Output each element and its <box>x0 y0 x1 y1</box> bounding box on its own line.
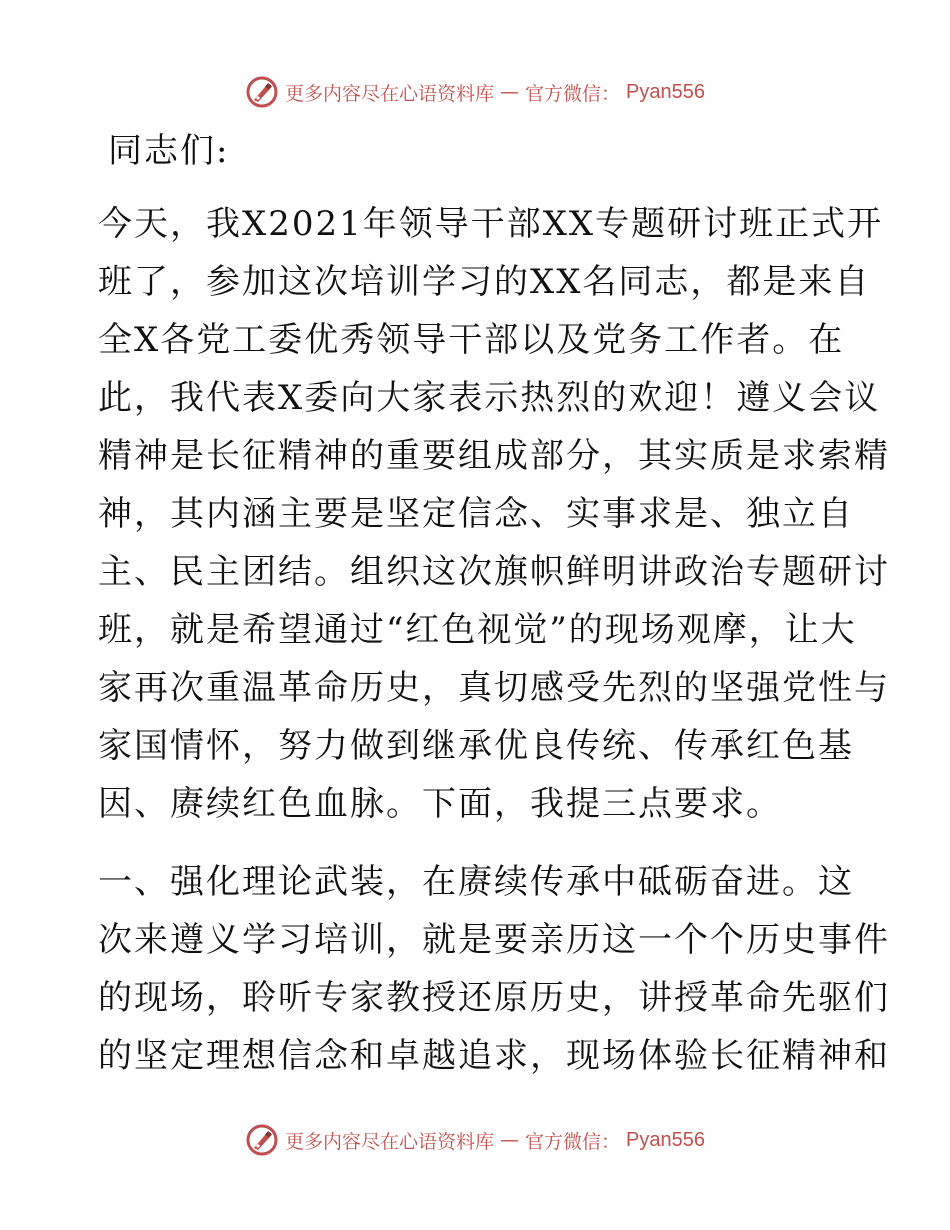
watermark-handle: Pyan556 <box>626 80 705 103</box>
paragraph-line: 精神是长征精神的重要组成部分，其实质是求索精 <box>98 436 890 476</box>
watermark-separator: — <box>500 81 520 103</box>
paragraph-line: 一、强化理论武装，在赓续传承中砥砺奋进。这 <box>98 862 854 902</box>
salutation: 同志们: <box>108 131 230 171</box>
pen-nib-logo-icon <box>245 1123 279 1157</box>
paragraph-line: 班了，参加这次培训学习的XX名同志，都是来自 <box>98 262 871 302</box>
paragraph-line: 主、民主团结。组织这次旗帜鲜明讲政治专题研讨 <box>98 552 890 592</box>
paragraph-line: 今天，我X2021年领导干部XX专题研讨班正式开 <box>98 204 884 244</box>
watermark-separator: — <box>500 1129 520 1151</box>
paragraph-line: 次来遵义学习培训，就是要亲历这一个个历史事件 <box>98 920 890 960</box>
watermark-text: 更多内容尽在心语资料库 <box>285 1130 495 1153</box>
paragraph-line: 因、赓续红色血脉。下面，我提三点要求。 <box>98 784 782 824</box>
paragraph-line: 神，其内涵主要是坚定信念、实事求是、独立自 <box>98 494 854 534</box>
paragraph-line: 的坚定理想信念和卓越追求，现场体验长征精神和 <box>98 1036 890 1076</box>
watermark-text: 更多内容尽在心语资料库 <box>285 82 495 105</box>
paragraph-line: 此，我代表X委向大家表示热烈的欢迎！遵义会议 <box>98 378 881 418</box>
paragraph-1 <box>98 195 890 833</box>
footer-watermark <box>0 1120 950 1160</box>
paragraph-line: 家再次重温革命历史，真切感受先烈的坚强党性与 <box>98 668 890 708</box>
watermark-label: 官方微信： <box>525 1130 621 1153</box>
paragraph-line: 全X各党工委优秀领导干部以及党务工作者。在 <box>98 320 845 360</box>
watermark-handle: Pyan556 <box>626 1128 705 1151</box>
paragraph-line: 的现场，聆听专家教授还原历史，讲授革命先驱们 <box>98 978 890 1018</box>
paragraph-2 <box>98 853 890 1085</box>
paragraph-line: 家国情怀，努力做到继承优良传统、传承红色基 <box>98 726 854 766</box>
paragraph-line: 班，就是希望通过“红色视觉”的现场观摩，让大 <box>98 610 857 650</box>
watermark-label: 官方微信： <box>525 82 621 105</box>
